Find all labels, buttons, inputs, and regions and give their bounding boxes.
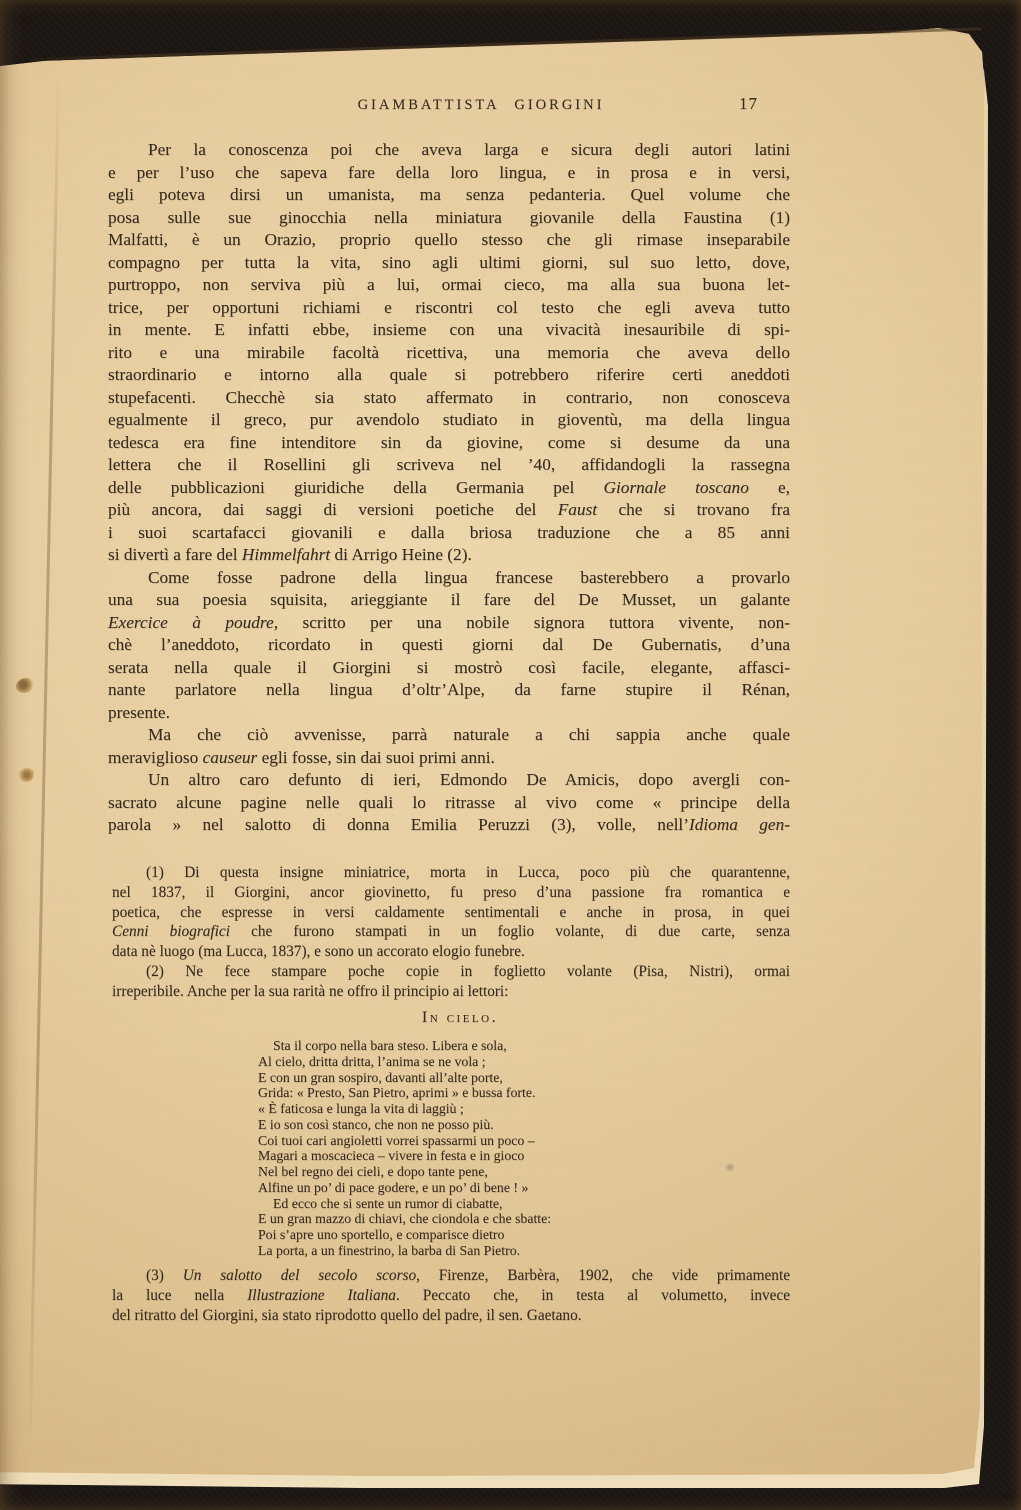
poem-line: Sta il corpo nella bara steso. Libera e sola, <box>273 1038 507 1053</box>
body-paragraph-2-line: una sua poesia squisita, arieggiante il fare del De Musset, un galante <box>108 590 790 609</box>
footnote-1-line: (1) Di questa insigne miniatrice, morta in Lucca, poco più che quarantenne, <box>146 864 790 881</box>
body-paragraph-1-line: egli poteva dirsi un umanista, ma senza pedanteria. Quel volume che <box>108 185 790 204</box>
body-paragraph-1-line: stupefacenti. Checchè sia stato affermato in contrario, non conosceva <box>108 387 790 407</box>
body-paragraph-3-line: meraviglioso causeur egli fosse, sin dai suoi primi anni. <box>108 747 495 767</box>
running-title: GIAMBATTISTA GIORGINI <box>357 97 605 113</box>
poem-line: E io son così stanco, che non ne posso più. <box>258 1116 494 1132</box>
poem-line: Al cielo, dritta dritta, l’anima se ne vola ; <box>258 1053 486 1069</box>
body-paragraph-1-line: Malfatti, è un Orazio, proprio quello stesso che gli rimase inseparabile <box>108 230 790 249</box>
body-paragraph-1-line: trice, per opportuni richiami e riscontri col testo che egli aveva tutto <box>108 297 790 317</box>
body-paragraph-1-line: compagno per tutta la vita, sino agli ultimi giorni, sul suo letto, dove, <box>108 252 790 272</box>
body-paragraph-1-line: rito e una mirabile facoltà ricettiva, una memoria che aveva dello <box>108 342 790 362</box>
footnote-3 <box>112 1266 790 1325</box>
footnote-1-line: poetica, che espresse in versi caldamente sentimentali e anche in prosa, in quei <box>112 903 790 921</box>
body-paragraph-1-line: più ancora, dai saggi di versioni poetiche del Faust che si trovano fra <box>108 500 790 519</box>
body-paragraph-1-line: egualmente il greco, pur avendolo studiato in gioventù, ma della lingua <box>108 410 790 429</box>
body-text <box>108 139 790 837</box>
footnote-3-line: la luce nella Illustrazione Italiana. Peccato che, in testa al volumetto, invece <box>112 1286 790 1304</box>
page-number: 17 <box>739 94 758 113</box>
body-paragraph-1-line: in mente. E infatti ebbe, insieme con una vivacità inesauribile di spi- <box>108 320 790 339</box>
body-paragraph-2-line: chè l’aneddoto, ricordato in questi giorni dal De Gubernatis, d’una <box>108 635 790 654</box>
body-paragraph-1-line: tedesca era fine intenditore sin da giovine, come si desume da una <box>108 432 790 452</box>
body-paragraph-4-line: sacrato alcune pagine nelle quali lo ritrasse al vivo come « principe della <box>108 792 790 812</box>
body-paragraph-1-line: posa sulle sue ginocchia nella miniatura giovanile della Faustina (1) <box>108 207 790 227</box>
poem-heading: In cielo. <box>421 1009 499 1026</box>
body-paragraph-1-line: e per l’uso che sapeva fare della loro lingua, e in prosa e in versi, <box>108 162 790 182</box>
footnote-2-line: irreperibile. Anche per la sua rarità ne offro il principio ai lettori: <box>112 982 509 1000</box>
body-paragraph-2-line: Come fosse padrone della lingua francese basterebbero a provarlo <box>148 567 790 587</box>
poem-line: « È faticosa e lunga la vita di laggiù ; <box>258 1101 464 1116</box>
poem-in-cielo <box>258 1038 551 1259</box>
body-paragraph-4-line: Un altro caro defunto di ieri, Edmondo De Amicis, dopo avergli con- <box>148 770 790 789</box>
footnotes-1-2 <box>112 863 790 1002</box>
poem-line: Poi s’apre uno sportello, e comparisce dietro <box>258 1227 505 1242</box>
poem-line: E con un gran sospiro, davanti all’alte porte, <box>258 1069 503 1085</box>
poem-line: E un gran mazzo di chiavi, che ciondola e che sbatte: <box>258 1211 552 1227</box>
footnote-2-line: (2) Ne fece stampare poche copie in foglietto volante (Pisa, Nistri), ormai <box>146 962 790 980</box>
body-paragraph-2-line: nante parlatore nella lingua d’oltr’Alpe, da farne stupire il Rénan, <box>108 680 790 699</box>
body-paragraph-1-line: Per la conoscenza poi che aveva larga e sicura degli autori latini <box>148 140 790 159</box>
body-paragraph-3-line: Ma che ciò avvenisse, parrà naturale a chi sappia anche quale <box>148 725 790 744</box>
poem-line: Grida: « Presto, San Pietro, aprimi » e bussa forte. <box>258 1085 536 1101</box>
body-paragraph-1-line: lettera che il Rosellini gli scriveva nel ’40, affidandogli la rassegna <box>108 455 790 474</box>
footnote-3-line: del ritratto del Giorgini, sia stato riprodotto quello del padre, il sen. Gaetano. <box>112 1306 582 1324</box>
body-paragraph-4-line: parola » nel salotto di donna Emilia Peruzzi (3), volle, nell’Idioma gen- <box>108 815 790 834</box>
body-paragraph-1-line: straordinario e intorno alla quale si potrebbero riferire certi aneddoti <box>108 365 790 384</box>
poem-line: Magari a moscacieca – vivere in festa e in gioco <box>258 1148 525 1164</box>
poem-line: Nel bel regno dei cieli, e dopo tante pene, <box>258 1164 488 1179</box>
poem-line: Ed ecco che si sente un rumor di ciabatte, <box>273 1195 503 1211</box>
footnote-1-line: Cenni biografici che furono stampati in un foglio volante, di due carte, senza <box>112 923 790 941</box>
footnote-3-line: (3) Un salotto del secolo scorso, Firenze, Barbèra, 1902, che vide primamente <box>146 1267 790 1284</box>
poem-line: Coi tuoi cari angioletti vorrei spassarmi un poco – <box>258 1132 535 1148</box>
footnote-1-line: data nè luogo (ma Lucca, 1837), e sono un accorato elogio funebre. <box>112 943 525 961</box>
body-paragraph-1-line: si divertì a fare del Himmelfahrt di Arrigo Heine (2). <box>108 545 472 564</box>
body-paragraph-2-line: serata nella quale il Giorgini si mostrò così facile, elegante, affasci- <box>108 657 790 677</box>
body-paragraph-1-line: purtroppo, non serviva più a lui, ormai cieco, ma alla sua buona let- <box>108 275 790 294</box>
body-paragraph-2-line: Exercice à poudre, scritto per una nobile signora tuttora vivente, non- <box>108 612 790 632</box>
poem-line: La porta, a un finestrino, la barba di San Pietro. <box>258 1242 521 1258</box>
footnote-1-line: nel 1837, il Giorgini, ancor giovinetto, fu preso d’una passione fra romantica e <box>112 883 790 901</box>
body-paragraph-2-line: presente. <box>108 702 170 722</box>
poem-line: Alfine un po’ di pace godere, e un po’ di bene ! » <box>258 1179 529 1195</box>
body-paragraph-1-line: i suoi scartafacci giovanili e dalla briosa traduzione che a 85 anni <box>108 522 790 542</box>
body-paragraph-1-line: delle pubblicazioni giuridiche della Germania pel Giornale toscano e, <box>108 477 790 497</box>
